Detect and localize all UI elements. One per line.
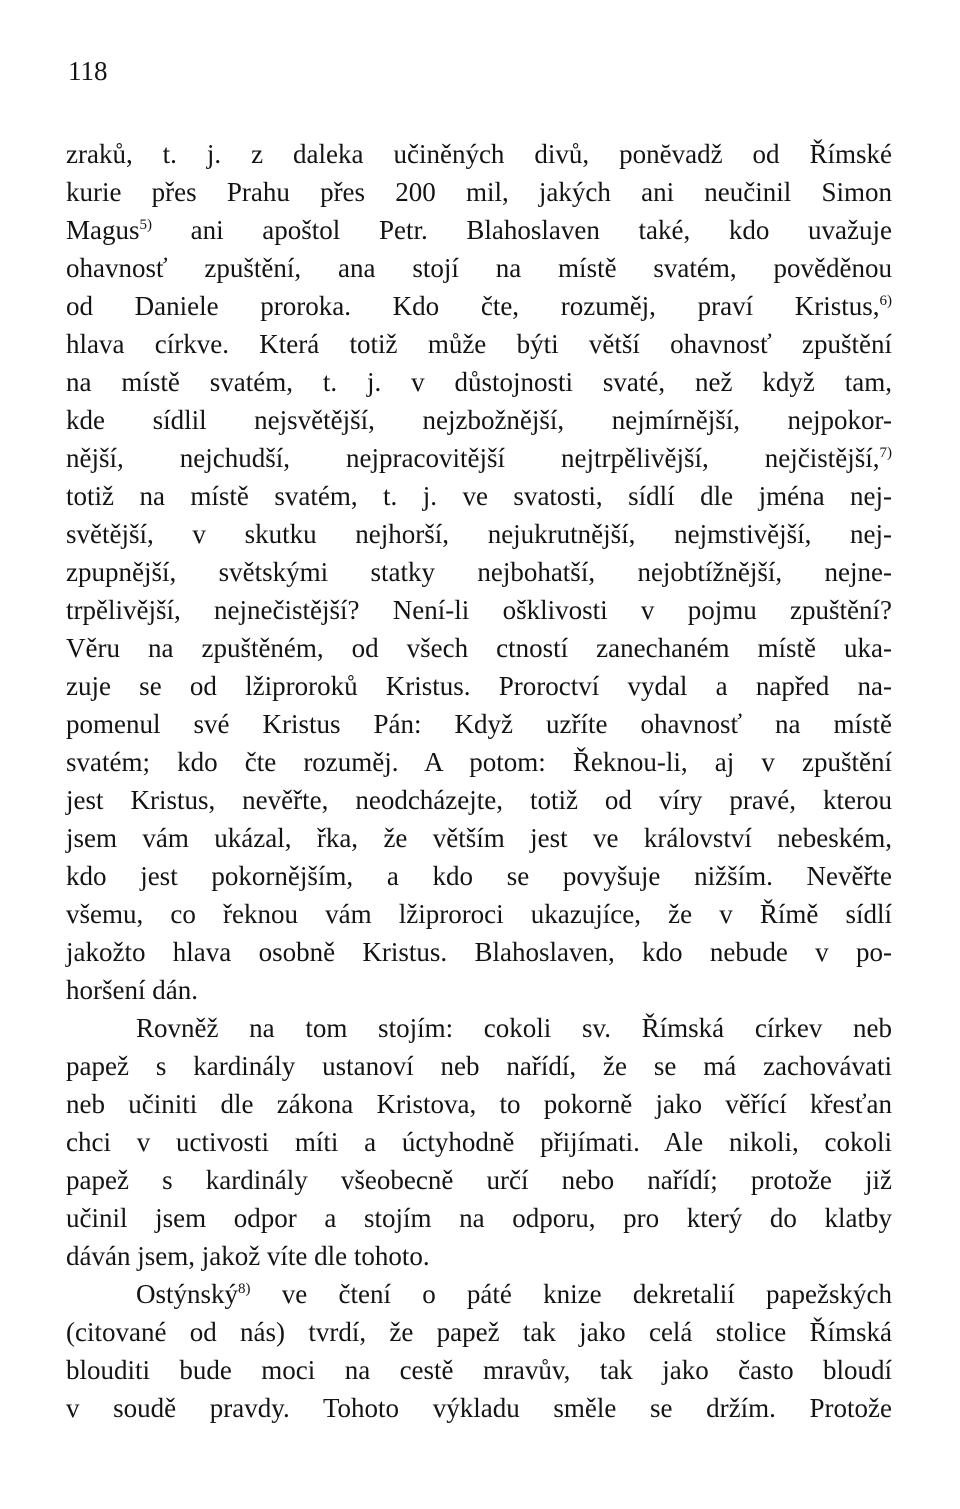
text-line bbox=[66, 819, 892, 857]
text-line bbox=[66, 1199, 892, 1237]
text-line bbox=[66, 135, 892, 173]
line-text: zuje se od lžiproroků Kristus. Proroctví vydal a napřed na- bbox=[66, 671, 892, 701]
text-line bbox=[66, 439, 892, 477]
footnote-marker: 8) bbox=[238, 1281, 251, 1297]
line-text: jakožto hlava osobně Kristus. Blahoslaven, kdo nebude v po- bbox=[66, 937, 892, 967]
line-text: jest Kristus, nevěřte, neodcházejte, totiž od víry pravé, kterou bbox=[66, 785, 892, 815]
text-line bbox=[66, 401, 892, 439]
text-line bbox=[66, 971, 892, 1009]
line-text: pomenul své Kristus Pán: Když uzříte ohavnosť na místě bbox=[66, 709, 892, 739]
line-text: totiž na místě svatém, t. j. ve svatosti, sídlí dle jména nej- bbox=[66, 481, 892, 511]
text-line bbox=[66, 325, 892, 363]
line-text: papež s kardinály ustanoví neb nařídí, že se má zachovávati bbox=[66, 1051, 892, 1081]
text-line bbox=[66, 857, 892, 895]
line-text: Rovněž na tom stojím: cokoli sv. Římská církev neb bbox=[136, 1013, 892, 1043]
text-line bbox=[66, 743, 892, 781]
footnote-marker: 6) bbox=[879, 293, 892, 309]
line-text: ohavnosť zpuštění, ana stojí na místě svatém, pověděnou bbox=[66, 253, 892, 283]
text-line bbox=[66, 705, 892, 743]
text-line bbox=[66, 591, 892, 629]
line-text: chci v uctivosti míti a úctyhodně přijímati. Ale nikoli, cokoli bbox=[66, 1127, 892, 1157]
body-text bbox=[66, 135, 892, 1427]
line-text: svatém; kdo čte rozuměj. A potom: Řeknou-li, aj v zpuštění bbox=[66, 747, 892, 777]
text-line bbox=[66, 287, 892, 325]
line-text: Věru na zpuštěném, od všech ctností zanechaném místě uka- bbox=[66, 633, 892, 663]
text-line bbox=[66, 629, 892, 667]
line-text-continued: ani apoštol Petr. Blahoslaven také, kdo uvažuje bbox=[152, 215, 892, 245]
text-line bbox=[66, 1161, 892, 1199]
text-line bbox=[66, 1351, 892, 1389]
text-line bbox=[66, 515, 892, 553]
line-text: papež s kardinály všeobecně určí nebo nařídí; protože již bbox=[66, 1165, 892, 1195]
line-text: kdo jest pokornějším, a kdo se povyšuje nižším. Nevěřte bbox=[66, 861, 892, 891]
line-text: neb učiniti dle zákona Kristova, to pokorně jako věřící křesťan bbox=[66, 1089, 892, 1119]
footnote-marker: 7) bbox=[879, 445, 892, 461]
text-line bbox=[66, 1009, 892, 1047]
page-number: 118 bbox=[68, 56, 108, 86]
line-text: zpupnější, světskými statky nejbohatší, nejobtížnější, nejne- bbox=[66, 557, 892, 587]
text-line bbox=[66, 1047, 892, 1085]
text-line bbox=[66, 1389, 892, 1427]
line-text-continued: ve čtení o páté knize dekretalií papežských bbox=[250, 1279, 892, 1309]
line-text: na místě svatém, t. j. v důstojnosti svaté, než když tam, bbox=[66, 367, 892, 397]
footnote-marker: 5) bbox=[139, 217, 152, 233]
line-text: jsem vám ukázal, řka, že větším jest ve království nebeském, bbox=[66, 823, 892, 853]
line-text: světější, v skutku nejhorší, nejukrutnější, nejmstivější, nej- bbox=[66, 519, 892, 549]
line-text: Magus bbox=[66, 215, 140, 245]
text-line bbox=[66, 211, 892, 249]
text-line bbox=[66, 1085, 892, 1123]
text-line bbox=[66, 933, 892, 971]
text-line bbox=[66, 363, 892, 401]
line-text: kurie přes Prahu přes 200 mil, jakých ani neučinil Simon bbox=[66, 177, 892, 207]
line-text: dáván jsem, jakož víte dle tohoto. bbox=[66, 1241, 430, 1271]
text-line bbox=[66, 1123, 892, 1161]
text-line bbox=[66, 249, 892, 287]
line-text: od Daniele proroka. Kdo čte, rozuměj, praví Kristus, bbox=[66, 291, 880, 321]
line-text: učinil jsem odpor a stojím na odporu, pro který do klatby bbox=[66, 1203, 892, 1233]
line-text: horšení dán. bbox=[66, 975, 198, 1005]
text-line bbox=[66, 1237, 892, 1275]
line-text: (citované od nás) tvrdí, že papež tak jako celá stolice Římská bbox=[66, 1317, 892, 1347]
line-text: nější, nejchudší, nejpracovitější nejtrpělivější, nejčistější, bbox=[66, 443, 880, 473]
text-line bbox=[66, 553, 892, 591]
text-line bbox=[66, 477, 892, 515]
line-text: blouditi bude moci na cestě mravův, tak jako často bloudí bbox=[66, 1355, 892, 1385]
text-line bbox=[66, 1313, 892, 1351]
text-line bbox=[66, 667, 892, 705]
line-text: v soudě pravdy. Tohoto výkladu směle se držím. Protože bbox=[66, 1393, 892, 1423]
line-text: hlava církve. Která totiž může býti větší ohavnosť zpuštění bbox=[66, 329, 892, 359]
line-text: zraků, t. j. z daleka učiněných divů, ponĕvadž od Římské bbox=[66, 139, 892, 169]
text-line bbox=[66, 781, 892, 819]
text-line bbox=[66, 173, 892, 211]
line-text: trpělivější, nejnečistější? Není-li ošklivosti v pojmu zpuštění? bbox=[66, 595, 892, 625]
text-line bbox=[66, 895, 892, 933]
line-text: všemu, co řeknou vám lžiproroci ukazujíce, že v Římě sídlí bbox=[66, 899, 892, 929]
line-text: Ostýnský bbox=[136, 1279, 239, 1309]
line-text: kde sídlil nejsvětější, nejzbožnější, nejmírnější, nejpokor- bbox=[66, 405, 892, 435]
text-line bbox=[66, 1275, 892, 1313]
